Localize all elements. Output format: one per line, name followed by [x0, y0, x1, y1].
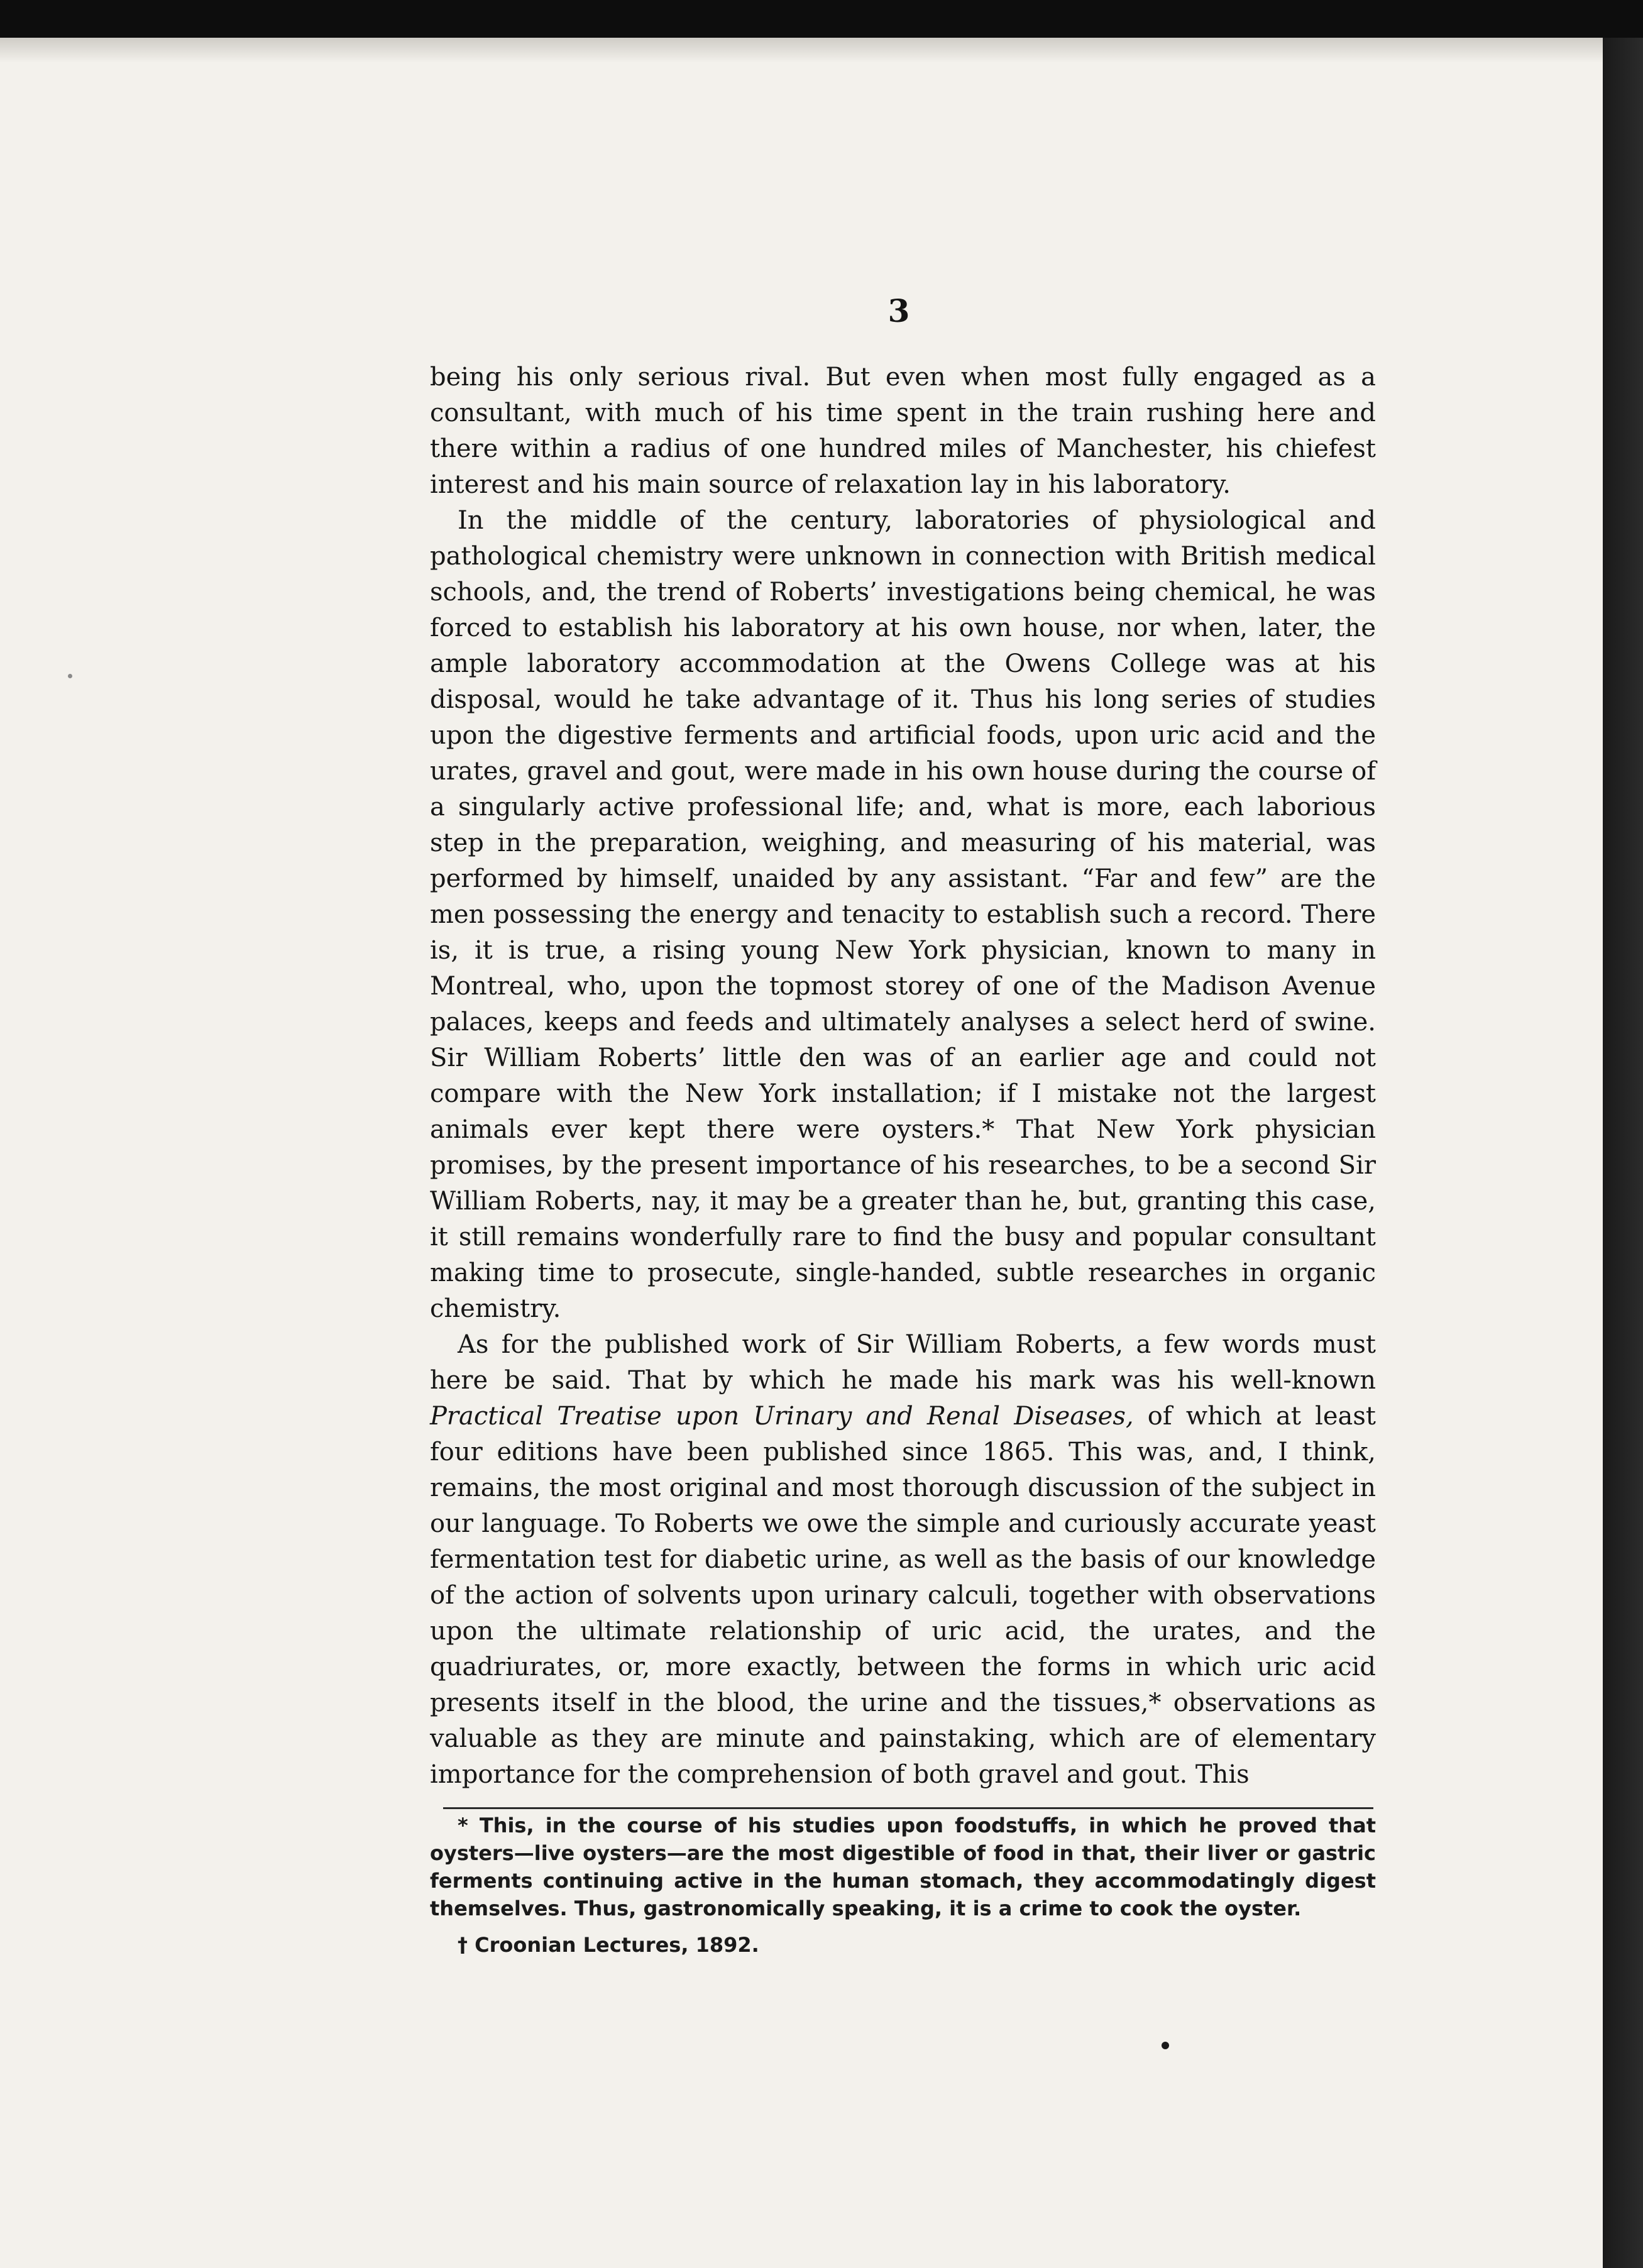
- paragraph-1: being his only serious rival. But even when most fully engaged as a consultant, with much of his time spent in the train rushing here and there within a radius of one hundred miles of Manchester, his chiefest interest and his main source of relaxation lay in his laboratory.: [430, 363, 1376, 499]
- paragraph-3-text-after: of which at least four editions have been published since 1865. This was, and, I think, remains, the most original and most thorough discussion of the subject in our language. To Roberts we owe the simple and curiously accurate yeast fermentation test for diabetic urine, as well as the basis of our knowledge of the action of solvents upon urinary calculi, together with observations upon the ultimate relationship of uric acid, the urates, and the quadriurates, or, more exactly, between the forms in which uric acid presents itself in the blood, the urine and the tissues,* observations as valuable as they are minute and painstaking, which are of elementary importance for the comprehension of both gravel and gout. This: [430, 1402, 1376, 1789]
- body-text: [430, 360, 1376, 1793]
- paragraph-3: [430, 1327, 1376, 1793]
- page-top-shadow: [0, 38, 1603, 63]
- footnote-2: † Croonian Lectures, 1892.: [458, 1933, 759, 1957]
- footnotes: [430, 1812, 1376, 1959]
- book-title-italic: Practical Treatise upon Urinary and Renal Diseases,: [430, 1402, 1134, 1431]
- paragraph-3-text-before: As for the published work of Sir William Roberts, a few words must here be said. That by which he made his mark was his well-known: [430, 1330, 1376, 1395]
- footnote-rule: [443, 1807, 1373, 1809]
- scan-right-edge: [1603, 38, 1643, 2268]
- scan-speck-bottom: [1162, 2042, 1169, 2049]
- page-number: 3: [887, 292, 910, 329]
- paragraph-2: In the middle of the century, laboratories of physiological and pathological chemistry were unknown in connection with British medical schools, and, the trend of Roberts’ investigations being chemical, he was forced to establish his laboratory at his own house, nor when, later, the ample laboratory accommodation at the Owens College was at his disposal, would he take advantage of it. Thus his long series of studies upon the digestive ferments and artificial foods, upon uric acid and the urates, gravel and gout, were made in his own house during the course of a singularly active professional life; and, what is more, each laborious step in the preparation, weighing, and measuring of his material, was performed by himself, unaided by any assistant. “Far and few” are the men possessing the energy and tenacity to establish such a record. There is, it is true, a rising young New York physician, known to many in Montreal, who, upon the topmost storey of one of the Madison Avenue palaces, keeps and feeds and ultimately analyses a select herd of swine. Sir William Roberts’ little den was of an earlier age and could not compare with the New York installation; if I mistake not the largest animals ever kept there were oysters.* That New York physician promises, by the present importance of his researches, to be a second Sir William Roberts, nay, it may be a greater than he, but, granting this case, it still remains wonderfully rare to find the busy and popular consultant making time to prosecute, single-handed, subtle researches in organic chemistry.: [430, 506, 1376, 1323]
- scan-speck: [68, 674, 72, 678]
- scan-background-top: [0, 0, 1643, 38]
- footnote-1: * This, in the course of his studies upon foodstuffs, in which he proved that oysters—live oysters—are the most digestible of food in that, their liver or gastric ferments continuing active in the human stomach, they accommodatingly digest themselves. Thus, gastronomically speaking, it is a crime to cook the oyster.: [430, 1814, 1376, 1920]
